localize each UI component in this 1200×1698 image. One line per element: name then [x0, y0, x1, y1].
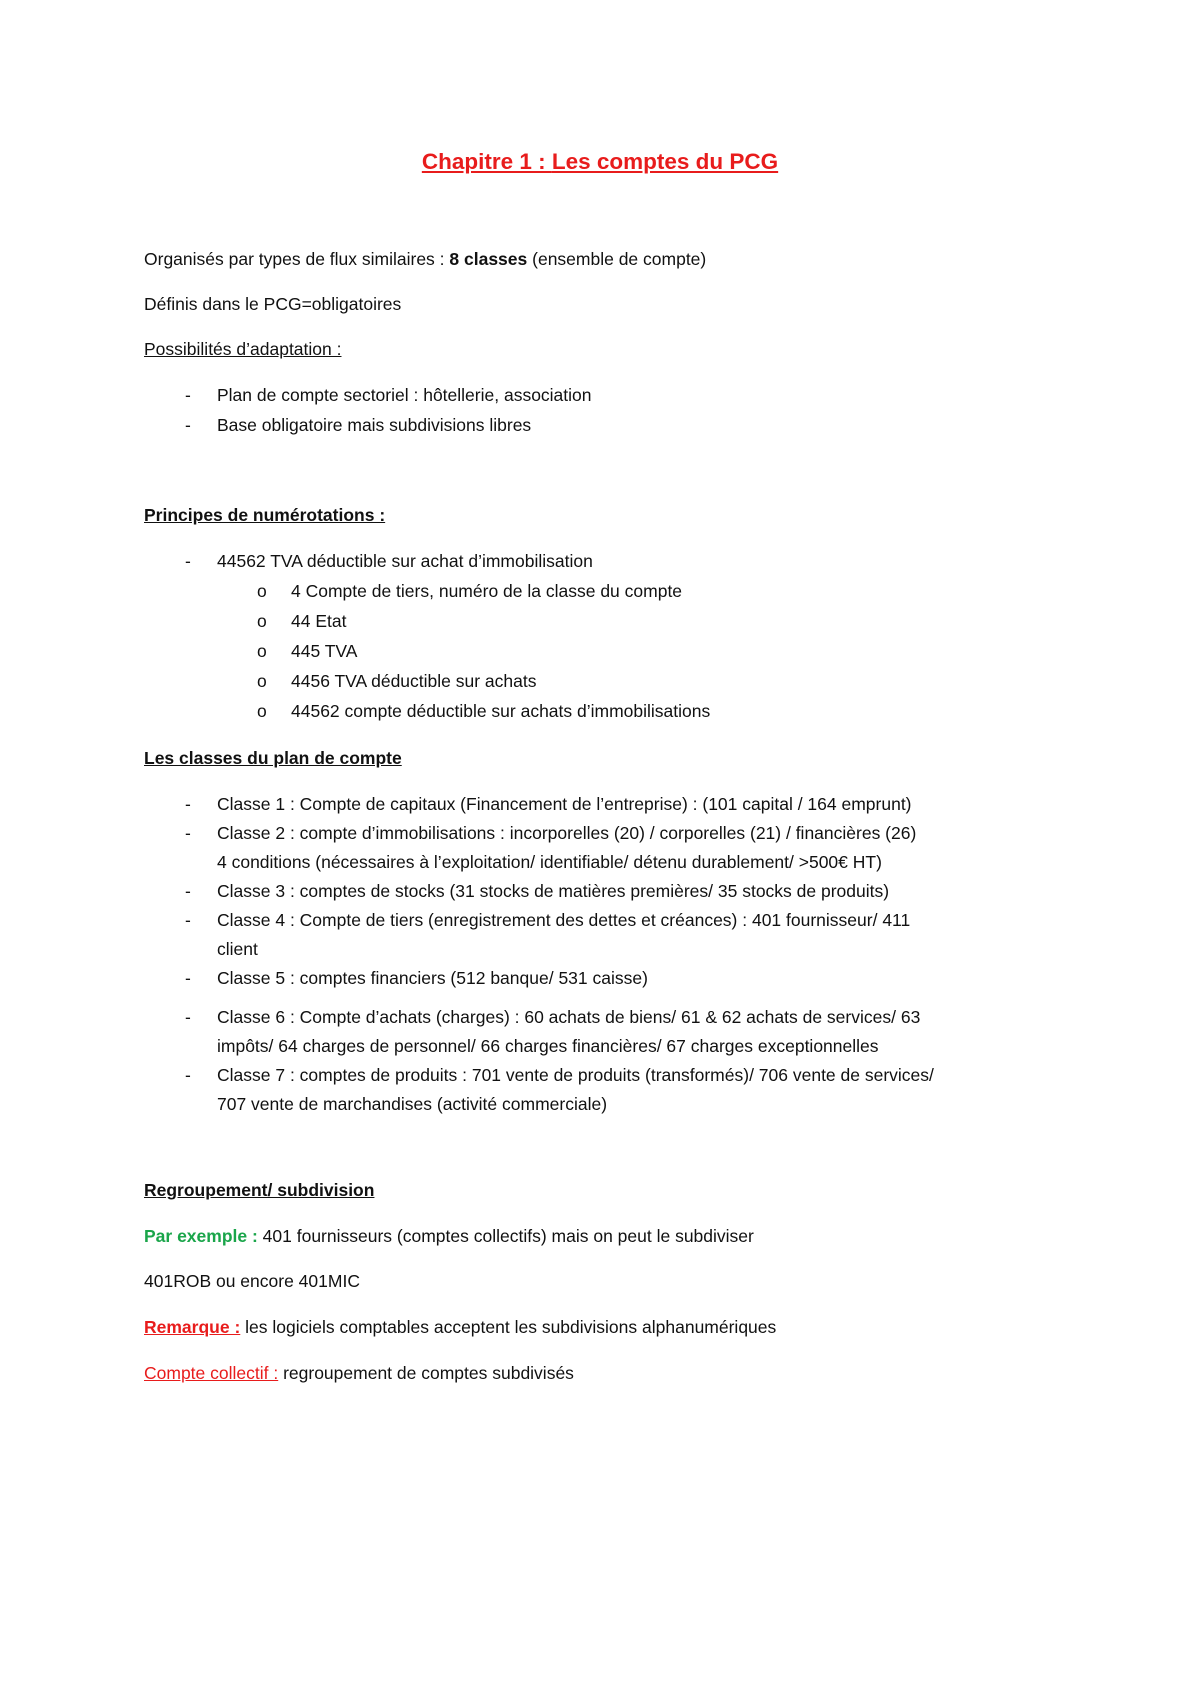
sub-item-text: 4456 TVA déductible sur achats	[291, 671, 537, 691]
adaptation-item-text: Base obligatoire mais subdivisions libres	[217, 415, 532, 435]
remark-label: Remarque :	[144, 1317, 241, 1337]
class-item-text: Classe 5 : comptes financiers (512 banque/ 531 caisse)	[217, 968, 648, 988]
adaptation-heading: Possibilités d’adaptation :	[144, 339, 342, 359]
intro-text: Organisés par types de flux similaires :	[144, 249, 450, 269]
sub-item-text: 44 Etat	[291, 611, 347, 631]
collectif-line	[144, 1363, 574, 1384]
remark-line	[144, 1317, 776, 1338]
numerotation-item-text: 44562 TVA déductible sur achat d’immobilisation	[217, 551, 593, 571]
class-item-text: Classe 7 : comptes de produits : 701 vente de produits (transformés)/ 706 vente de services/	[217, 1065, 934, 1085]
class-item-text: Classe 1 : Compte de capitaux (Financement de l’entreprise) : (101 capital / 164 emprunt)	[217, 794, 912, 814]
collectif-text: regroupement de comptes subdivisés	[278, 1363, 574, 1383]
class-item-text: Classe 6 : Compte d’achats (charges) : 60 achats de biens/ 61 & 62 achats de services/ 63	[217, 1007, 921, 1027]
page-title	[0, 148, 1200, 175]
title-chapter: Chapitre 1 :	[421, 149, 552, 174]
class-item-text-cont: client	[217, 939, 258, 959]
example-text: 401 fournisseurs (comptes collectifs) mais on peut le subdiviser	[257, 1226, 754, 1246]
collectif-label: Compte collectif :	[144, 1363, 279, 1383]
classes-heading: Les classes du plan de compte	[144, 748, 402, 768]
intro-line-1	[144, 249, 706, 270]
sub-item-text: 44562 compte déductible sur achats d’immobilisations	[291, 701, 711, 721]
intro-line-2: Définis dans le PCG=obligatoires	[144, 294, 402, 314]
title-subject: Les comptes du PCG	[551, 149, 779, 174]
class-item-text-cont: 4 conditions (nécessaires à l’exploitation/ identifiable/ détenu durablement/ >500€ HT)	[217, 852, 882, 872]
class-item-text-cont: impôts/ 64 charges de personnel/ 66 charges financières/ 67 charges exceptionnelles	[217, 1036, 879, 1056]
sub-item-text: 445 TVA	[291, 641, 358, 661]
class-item-text: Classe 3 : comptes de stocks (31 stocks de matières premières/ 35 stocks de produits)	[217, 881, 890, 901]
class-item-text: Classe 2 : compte d’immobilisations : incorporelles (20) / corporelles (21) / financières (26)	[217, 823, 917, 843]
intro-text-end: (ensemble de compte)	[527, 249, 707, 269]
sub-item-text: 4 Compte de tiers, numéro de la classe du compte	[291, 581, 683, 601]
remark-text: les logiciels comptables acceptent les subdivisions alphanumériques	[240, 1317, 777, 1337]
intro-classes-count: 8 classes	[449, 249, 528, 269]
class-item-text: Classe 4 : Compte de tiers (enregistrement des dettes et créances) : 401 fournisseur/ 411	[217, 910, 911, 930]
example-label: Par exemple :	[144, 1226, 258, 1246]
class-item-text-cont: 707 vente de marchandises (activité commerciale)	[217, 1094, 608, 1114]
regroupement-heading: Regroupement/ subdivision	[144, 1180, 375, 1200]
example-line	[144, 1226, 754, 1247]
adaptation-item-text: Plan de compte sectoriel : hôtellerie, association	[217, 385, 592, 405]
numerotation-heading: Principes de numérotations :	[144, 505, 386, 525]
example-line-2: 401ROB ou encore 401MIC	[144, 1271, 360, 1291]
